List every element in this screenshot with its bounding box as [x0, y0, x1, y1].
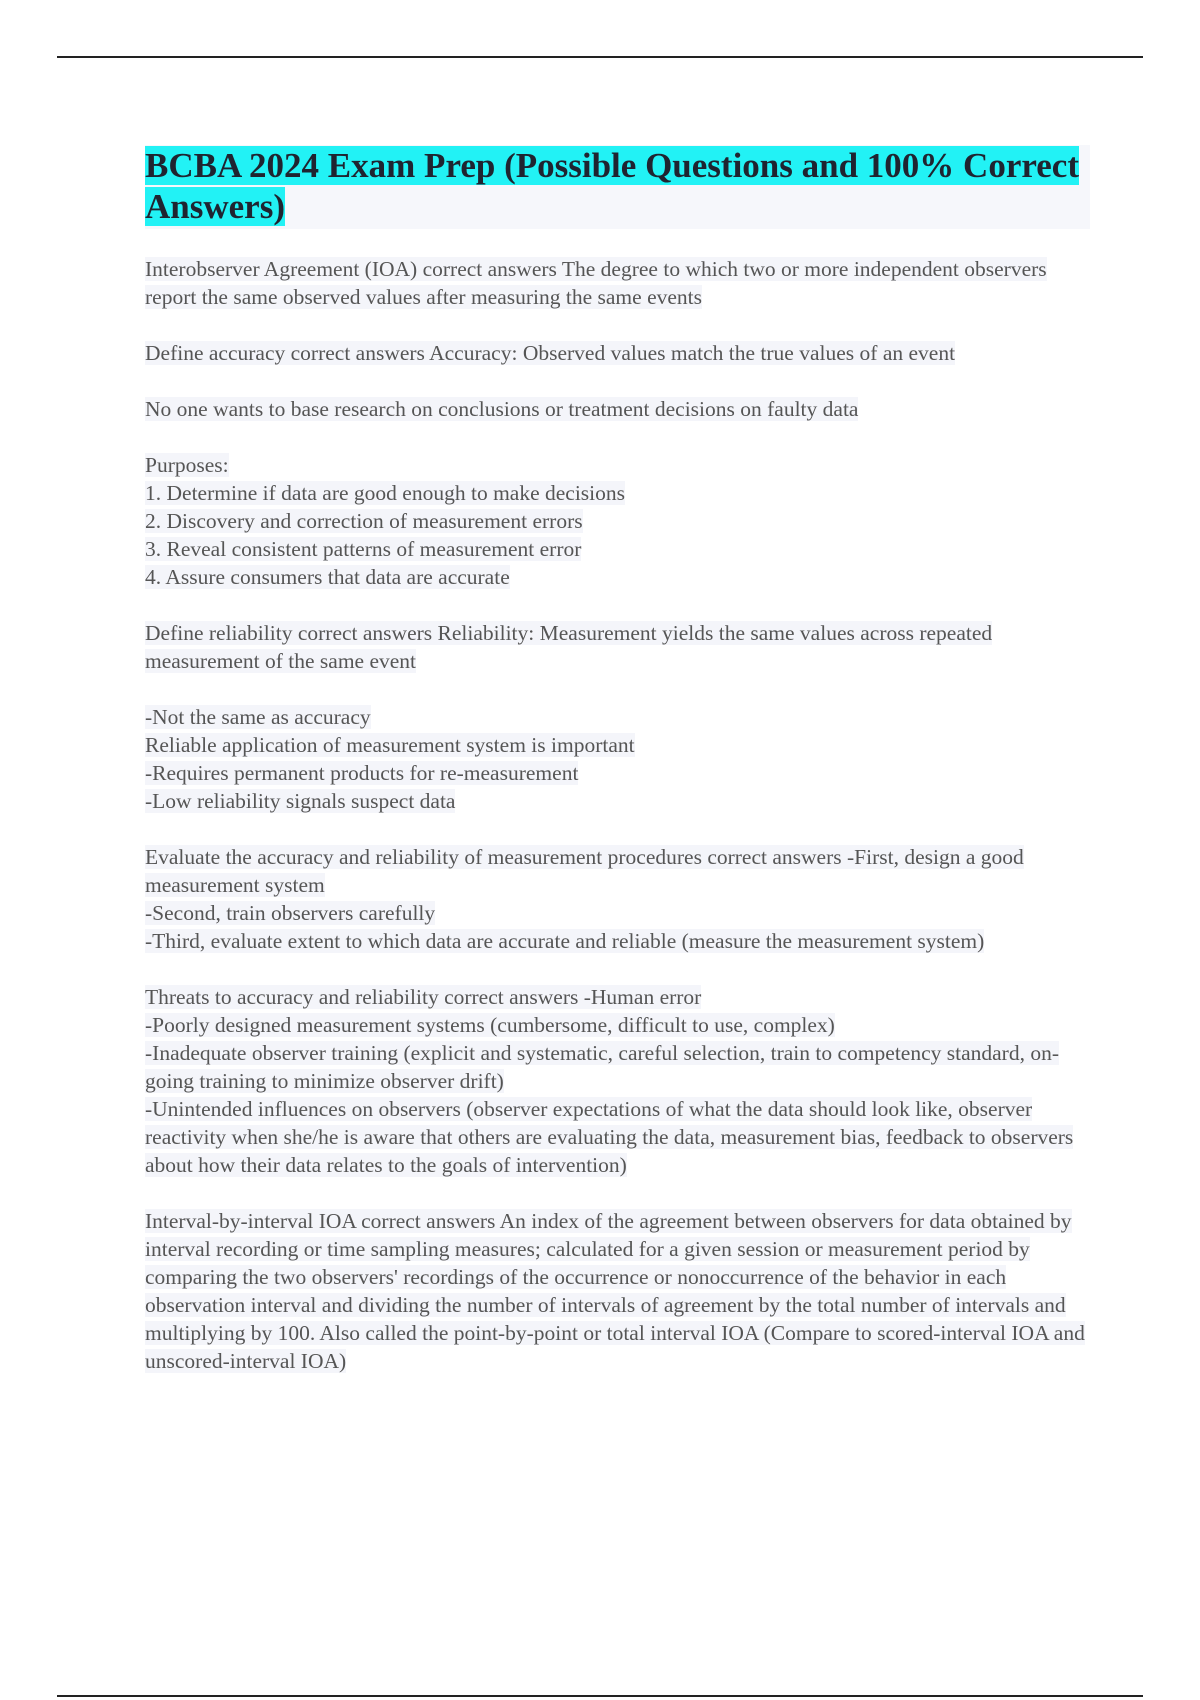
paragraph-line — [145, 927, 1090, 955]
paragraph-line-text: 1. Determine if data are good enough to make decisions — [145, 481, 626, 505]
paragraph-line-text: 3. Reveal consistent patterns of measurement error — [145, 537, 582, 561]
paragraph-line — [145, 759, 1090, 787]
paragraph-line-text: 4. Assure consumers that data are accurate — [145, 565, 510, 589]
paragraph-line — [145, 451, 1090, 479]
paragraph-line — [145, 619, 1090, 675]
paragraph-line — [145, 563, 1090, 591]
top-rule — [57, 56, 1143, 58]
paragraph-line-text: No one wants to base research on conclusions or treatment decisions on faulty data — [145, 397, 859, 421]
paragraph — [145, 619, 1090, 675]
page-title-text: BCBA 2024 Exam Prep (Possible Questions and 100% Correct Answers) — [145, 146, 1079, 226]
paragraph-line-text: -Low reliability signals suspect data — [145, 789, 456, 813]
document-body — [145, 145, 1090, 1403]
paragraph-line — [145, 843, 1090, 899]
paragraph-line — [145, 479, 1090, 507]
paragraph-line — [145, 787, 1090, 815]
paragraph-line-text: Threats to accuracy and reliability correct answers -Human error — [145, 985, 702, 1009]
paragraph — [145, 255, 1090, 311]
paragraph — [145, 395, 1090, 423]
paragraph — [145, 451, 1090, 591]
paragraph — [145, 703, 1090, 815]
paragraph — [145, 983, 1090, 1179]
paragraph-line-text: -Second, train observers carefully — [145, 901, 436, 925]
paragraph-line — [145, 1039, 1090, 1095]
paragraph-line-text: Interobserver Agreement (IOA) correct answers The degree to which two or more independent observers report the same observed values after measuring the same events — [145, 257, 1047, 309]
paragraph-line-text: -Not the same as accuracy — [145, 705, 371, 729]
paragraph-line-text: Define reliability correct answers Reliability: Measurement yields the same values across repeated measurement of the same event — [145, 621, 993, 673]
paragraph-line — [145, 899, 1090, 927]
paragraph-list — [145, 255, 1090, 1375]
paragraph-line — [145, 507, 1090, 535]
paragraph-line-text: 2. Discovery and correction of measurement errors — [145, 509, 583, 533]
paragraph-line — [145, 703, 1090, 731]
paragraph-line — [145, 339, 1090, 367]
paragraph — [145, 339, 1090, 367]
paragraph-line-text: Evaluate the accuracy and reliability of measurement procedures correct answers -First, design a good measurement system — [145, 845, 1024, 897]
paragraph-line — [145, 1207, 1090, 1375]
paragraph-line — [145, 395, 1090, 423]
paragraph-line — [145, 983, 1090, 1011]
paragraph-line — [145, 1011, 1090, 1039]
paragraph-line — [145, 731, 1090, 759]
paragraph-line-text: Define accuracy correct answers Accuracy: Observed values match the true values of an event — [145, 341, 956, 365]
paragraph-line-text: Reliable application of measurement system is important — [145, 733, 635, 757]
paragraph-line-text: -Poorly designed measurement systems (cumbersome, difficult to use, complex) — [145, 1013, 835, 1037]
paragraph-line-text: -Requires permanent products for re-measurement — [145, 761, 579, 785]
paragraph-line-text: -Third, evaluate extent to which data are accurate and reliable (measure the measurement system) — [145, 929, 985, 953]
paragraph-line-text: -Inadequate observer training (explicit and systematic, careful selection, train to competency standard, on-going training to minimize observer drift) — [145, 1041, 1059, 1093]
bottom-rule — [57, 1695, 1143, 1697]
paragraph-line — [145, 535, 1090, 563]
paragraph — [145, 843, 1090, 955]
paragraph-line — [145, 1095, 1090, 1179]
paragraph — [145, 1207, 1090, 1375]
paragraph-line-text: Interval-by-interval IOA correct answers An index of the agreement between observers for data obtained by interval recording or time sampling measures; calculated for a given session or measurement period by comparing the two observers' recordings of the occurrence or nonoccurrence of the behavior in each observation interval and dividing the number of intervals of agreement by the total number of intervals and multiplying by 100. Also called the point-by-point or total interval IOA (Compare to scored-interval IOA and unscored-interval IOA) — [145, 1209, 1085, 1373]
page-title — [145, 145, 1090, 227]
paragraph-line — [145, 255, 1090, 311]
title-block — [145, 145, 1090, 229]
paragraph-line-text: -Unintended influences on observers (observer expectations of what the data should look like, observer reactivity when she/he is aware that others are evaluating the data, measurement bias, feedback to observers about how their data relates to the goals of intervention) — [145, 1097, 1074, 1177]
paragraph-line-text: Purposes: — [145, 453, 229, 477]
